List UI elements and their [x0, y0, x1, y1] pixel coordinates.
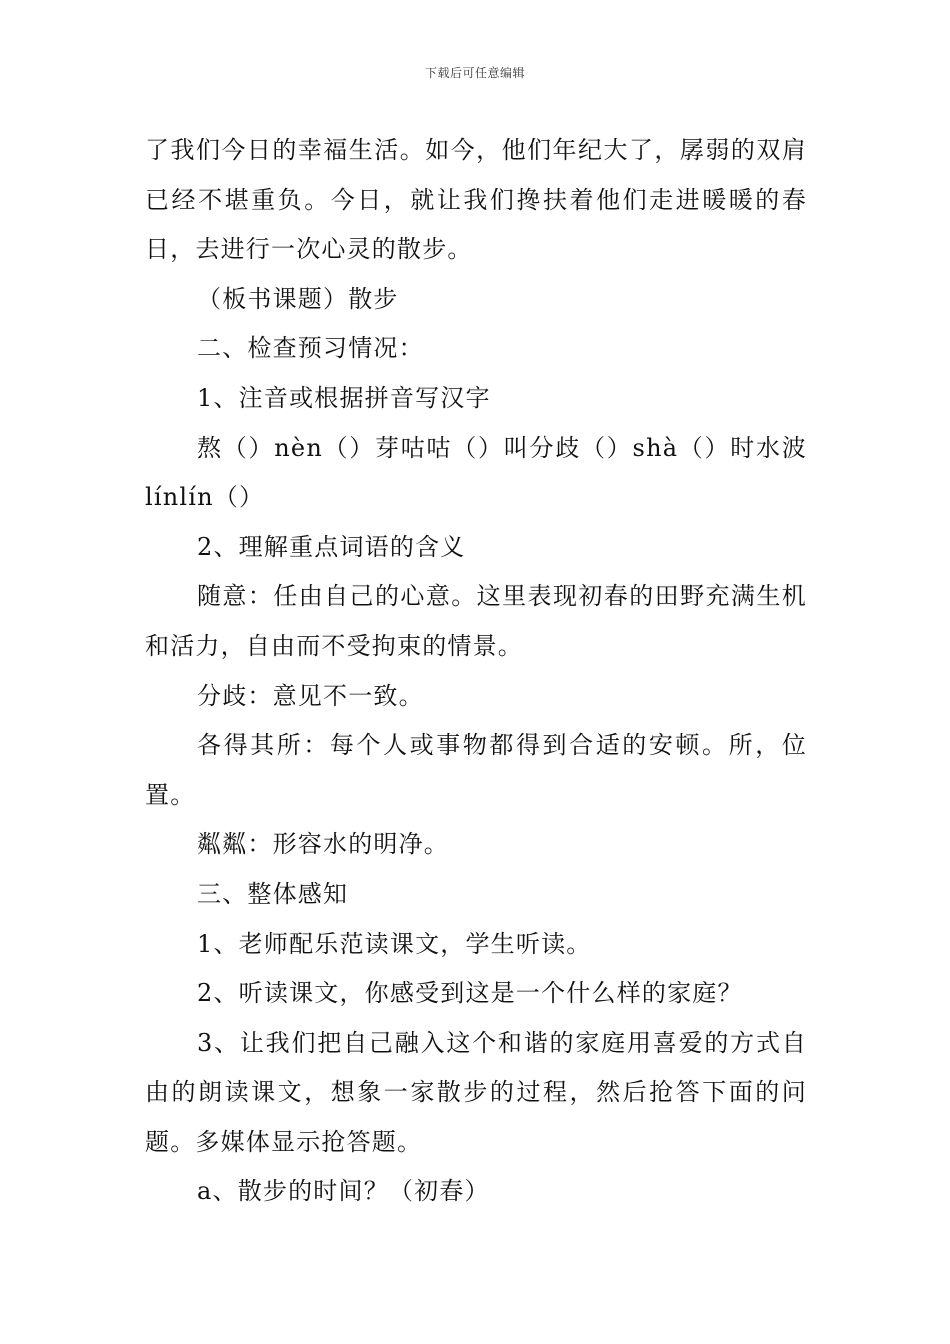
- section-heading-preview-check: 二、检查预习情况：: [197, 334, 424, 363]
- item-listening-question: 2、听读课文，你感受到这是一个什么样的家庭？: [197, 979, 743, 1008]
- item-key-words: 2、理解重点词语的含义: [197, 532, 466, 561]
- item-free-reading: 3、让我们把自己融入这个和谐的家庭用喜爱的方式自由的朗读课文，想象一家散步的过程，然后抢答下面的问题。多媒体显示抢答题。: [145, 1028, 807, 1156]
- item-teacher-reading: 1、老师配乐范读课文，学生听读。: [197, 929, 592, 958]
- definition-fenqi: 分歧：意见不一致。: [197, 681, 424, 710]
- definition-gedeqisuo: 各得其所：每个人或事物都得到合适的安顿。所，位置。: [145, 731, 807, 809]
- document-body: [145, 126, 807, 1217]
- paragraph-continuation: 了我们今日的幸福生活。如今，他们年纪大了，孱弱的双肩已经不堪重负。今日，就让我们搀扶着他们走进暖暖的春日，去进行一次心灵的散步。: [145, 136, 807, 264]
- section-heading-overall: 三、整体感知: [197, 879, 349, 908]
- page-header: 下载后可任意编辑: [424, 66, 525, 80]
- paragraph-pinyin-exercise: 熬（）nèn（）芽咕咕（）叫分歧（）shà（）时水波línlín（）: [145, 433, 807, 512]
- paragraph-board-title: （板书课题）散步: [197, 284, 399, 313]
- definition-linlin: 粼粼：形容水的明净。: [197, 830, 449, 859]
- definition-suiyi: 随意：任由自己的心意。这里表现初春的田野充满生机和活力，自由而不受拘束的情景。: [145, 582, 807, 660]
- question-a: a、散步的时间？（初春）: [197, 1177, 490, 1206]
- item-pinyin-task: 1、注音或根据拼音写汉字: [197, 383, 491, 412]
